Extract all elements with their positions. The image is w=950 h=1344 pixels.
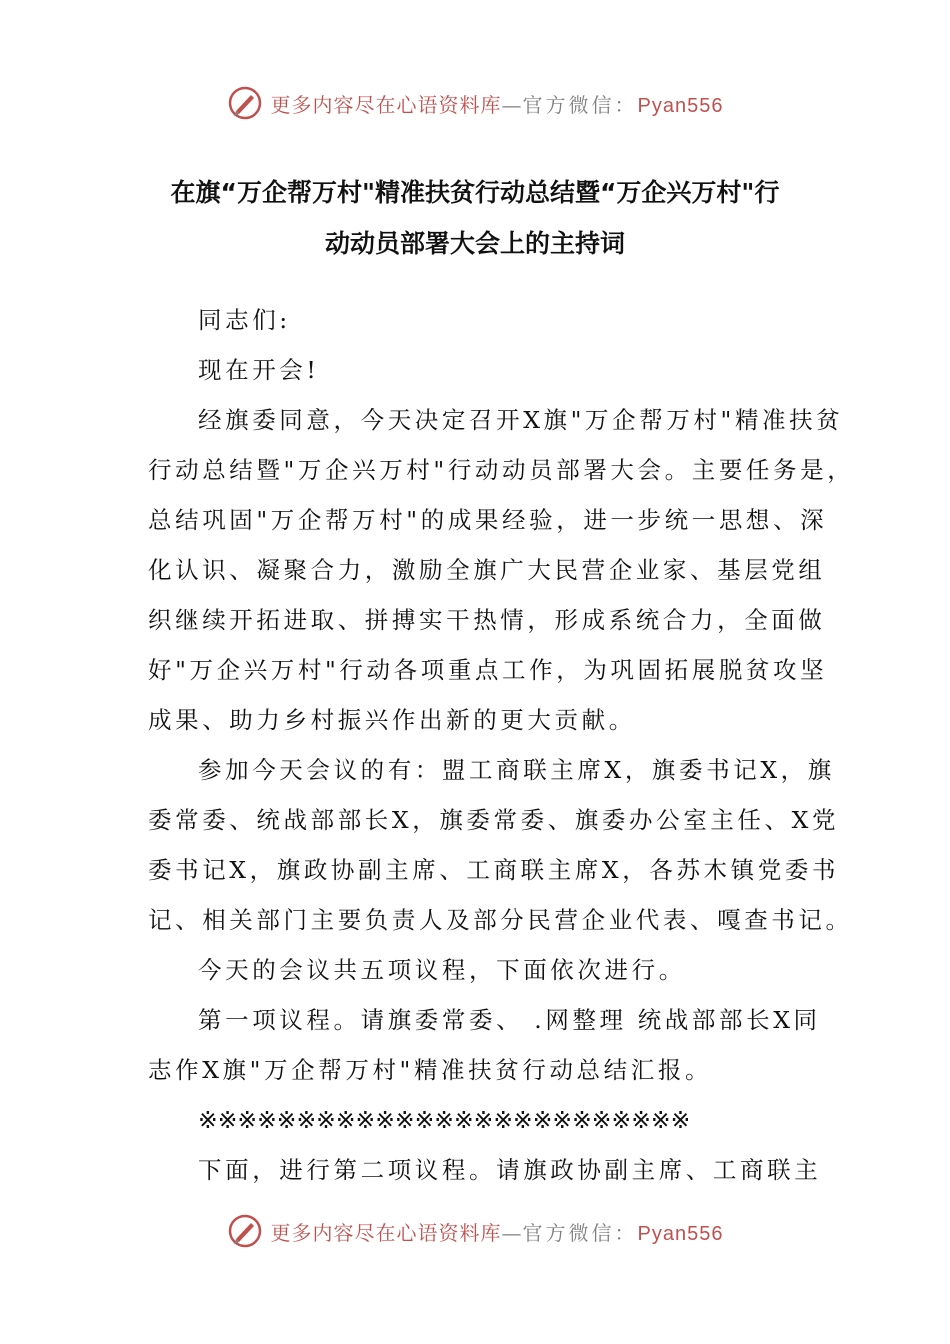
body-line-9: 成果、助力乡村振兴作出新的更大贡献。 <box>148 706 636 734</box>
footer-watermark <box>0 1211 950 1251</box>
body-line-11: 委常委、统战部部长X，旗委常委、旗委办公室主任、X党 <box>148 806 840 834</box>
body-line-3: 经旗委同意，今天决定召开X旗"万企帮万村"精准扶贫 <box>198 406 844 434</box>
body-line-4: 行动总结暨"万企兴万村"行动动员部署大会。主要任务是， <box>148 456 855 484</box>
pen-logo-icon <box>227 85 263 121</box>
body-line-2: 现在开会! <box>198 356 320 384</box>
body-line-16: 志作X旗"万企帮万村"精准扶贫行动总结汇报。 <box>148 1056 713 1084</box>
body-line-10: 参加今天会议的有：盟工商联主席X，旗委书记X，旗 <box>198 756 835 784</box>
body-line-1: 同志们: <box>198 306 291 334</box>
body-line-14: 今天的会议共五项议程，下面依次进行。 <box>198 956 686 984</box>
watermark-text: 更多内容尽在心语资料库—官方微信：Pyan556 <box>270 92 724 117</box>
pen-logo-icon <box>227 1213 263 1249</box>
body-line-15: 第一项议程。请旗委常委、 .网整理 统战部部长X同 <box>198 1006 821 1034</box>
section-separator: ※※※※※※※※※※※※※※※※※※※※※※※※※ <box>198 1106 691 1134</box>
header-watermark <box>0 83 950 123</box>
body-line-7: 织继续开拓进取、拼搏实干热情，形成系统合力，全面做 <box>148 606 826 634</box>
body-line-12: 委书记X，旗政协副主席、工商联主席X，各苏木镇党委书 <box>148 856 840 884</box>
watermark-text: 更多内容尽在心语资料库—官方微信：Pyan556 <box>270 1220 724 1245</box>
document-title-line-2: 动动员部署大会上的主持词 <box>324 229 625 258</box>
body-line-8: 好"万企兴万村"行动各项重点工作，为巩固拓展脱贫攻坚 <box>148 656 828 684</box>
document-title-line-1: 在旗“万企帮万村"精准扶贫行动总结暨“万企兴万村"行 <box>170 178 780 207</box>
body-line-6: 化认识、凝聚合力，激励全旗广大民营企业家、基层党组 <box>148 556 826 584</box>
body-line-13: 记、相关部门主要负责人及部分民营企业代表、嘎查书记。 <box>148 906 853 934</box>
body-line-18: 下面，进行第二项议程。请旗政协副主席、工商联主 <box>198 1156 822 1184</box>
body-line-5: 总结巩固"万企帮万村"的成果经验，进一步统一思想、深 <box>148 506 828 534</box>
